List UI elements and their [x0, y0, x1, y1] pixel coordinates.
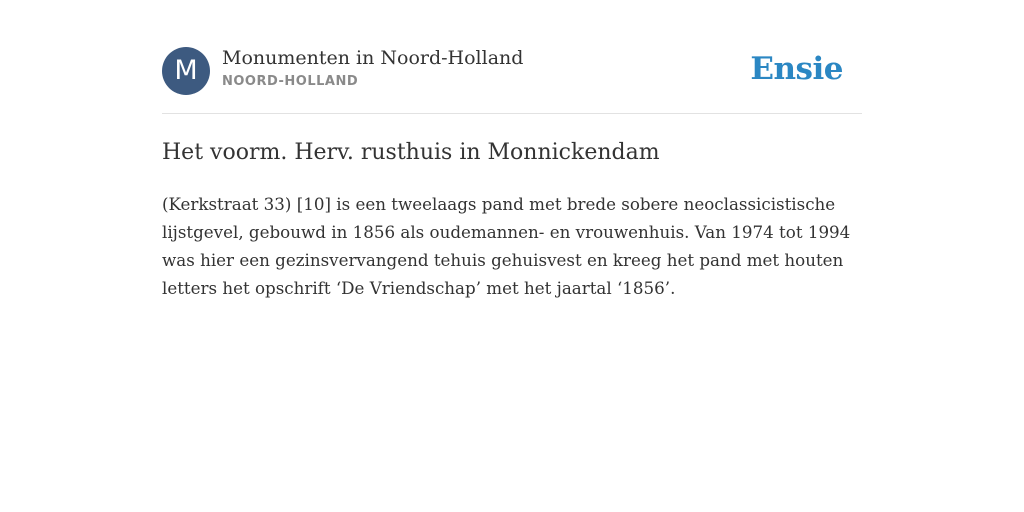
article-body: (Kerkstraat 33) [10] is een tweelaags pand met brede sobere neoclassicistische lijstgevel, gebouwd in 1856 als oudemannen- en vrouwenhuis. Van 1974 tot 1994 was hier een gezinsvervangend tehuis gehuisvest en kreeg het pand met houten letters het opschrift ‘De Vriendschap’ met het jaartal ‘1856’. [162, 194, 851, 298]
article-title: Het voorm. Herv. rusthuis in Monnickendam [162, 140, 660, 165]
source-avatar[interactable]: M [162, 47, 210, 95]
source-region: NOORD-HOLLAND [222, 74, 359, 89]
source-title[interactable]: Monumenten in Noord-Holland [222, 47, 524, 69]
entry-header [162, 46, 862, 114]
entry-card [162, 46, 862, 302]
ensie-logo[interactable]: Ensie [750, 51, 843, 87]
